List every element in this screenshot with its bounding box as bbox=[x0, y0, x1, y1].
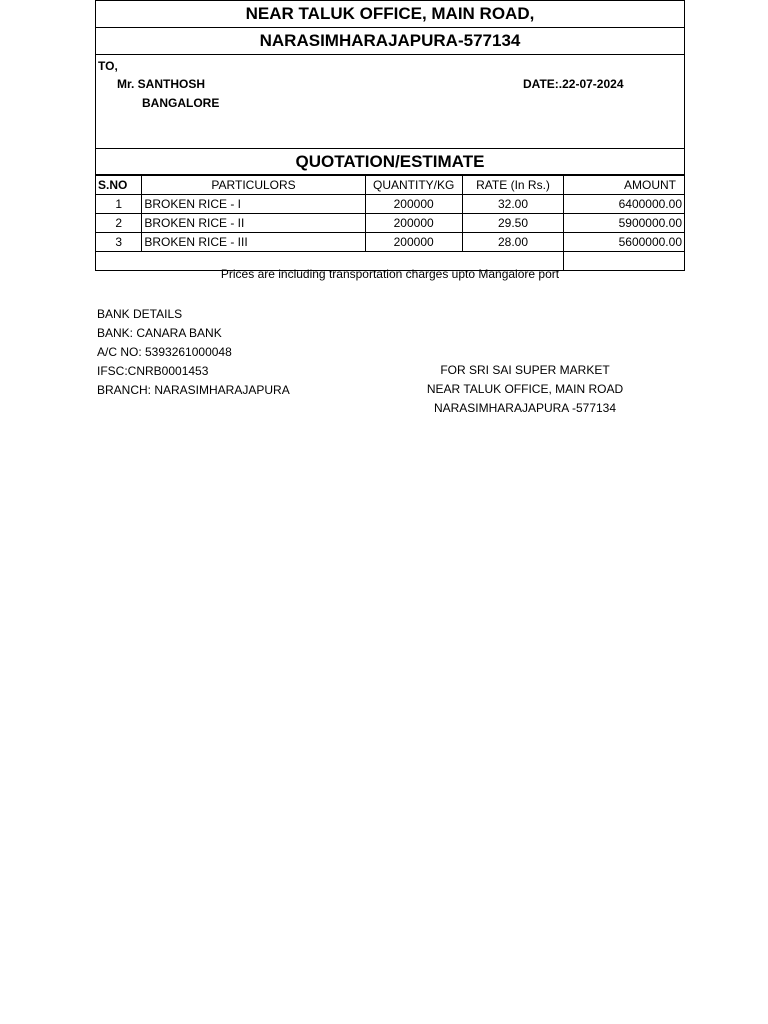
cell-sno: 3 bbox=[96, 233, 142, 252]
table-row bbox=[96, 214, 685, 233]
cell-particulars: BROKEN RICE - II bbox=[142, 214, 365, 233]
cell-particulars: BROKEN RICE - III bbox=[142, 233, 365, 252]
address-header bbox=[95, 0, 685, 55]
quotation-date: DATE:.22-07-2024 bbox=[523, 77, 624, 91]
header-quantity: QUANTITY/KG bbox=[365, 176, 462, 195]
bank-details bbox=[97, 305, 290, 400]
cell-rate: 32.00 bbox=[462, 195, 564, 214]
transport-note: Prices are including transportation charges upto Mangalore port bbox=[220, 267, 560, 281]
bank-ifsc: IFSC:CNRB0001453 bbox=[97, 364, 209, 378]
recipient-city: BANGALORE bbox=[142, 96, 220, 110]
address-line-2: NARASIMHARAJAPURA-577134 bbox=[259, 31, 521, 50]
quotation-sheet bbox=[95, 0, 685, 271]
cell-rate: 29.50 bbox=[462, 214, 564, 233]
table-row bbox=[96, 233, 685, 252]
header-amount: AMOUNT bbox=[564, 176, 685, 195]
quotation-title: QUOTATION/ESTIMATE bbox=[95, 149, 685, 175]
cell-particulars: BROKEN RICE - I bbox=[142, 195, 365, 214]
firm-name: FOR SRI SAI SUPER MARKET bbox=[440, 363, 610, 377]
cell-quantity: 200000 bbox=[365, 233, 462, 252]
firm-signature-block bbox=[420, 361, 630, 418]
cell-quantity: 200000 bbox=[365, 214, 462, 233]
cell-sno: 1 bbox=[96, 195, 142, 214]
address-line-1: NEAR TALUK OFFICE, MAIN ROAD, bbox=[96, 1, 684, 28]
table-header-row bbox=[96, 176, 685, 195]
cell-amount: 5900000.00 bbox=[564, 214, 685, 233]
recipient-block bbox=[95, 55, 685, 149]
cell-rate: 28.00 bbox=[462, 233, 564, 252]
cell-sno: 2 bbox=[96, 214, 142, 233]
recipient-name: Mr. SANTHOSH bbox=[117, 77, 206, 91]
firm-address-line-1: NEAR TALUK OFFICE, MAIN ROAD bbox=[426, 382, 624, 396]
bank-branch: BRANCH: NARASIMHARAJAPURA bbox=[97, 383, 290, 397]
header-rate: RATE (In Rs.) bbox=[462, 176, 564, 195]
firm-address-line-2: NARASIMHARAJAPURA -577134 bbox=[433, 401, 617, 415]
to-label: TO, bbox=[98, 59, 118, 73]
header-sno: S.NO bbox=[96, 176, 142, 195]
cell-quantity: 200000 bbox=[365, 195, 462, 214]
cell-amount: 5600000.00 bbox=[564, 233, 685, 252]
bank-account-number: A/C NO: 5393261000048 bbox=[97, 345, 232, 359]
header-particulars: PARTICULORS bbox=[142, 176, 365, 195]
items-table bbox=[95, 175, 685, 271]
bank-name: BANK: CANARA BANK bbox=[97, 326, 222, 340]
bank-details-title: BANK DETAILS bbox=[97, 307, 183, 321]
cell-amount: 6400000.00 bbox=[564, 195, 685, 214]
table-row bbox=[96, 195, 685, 214]
